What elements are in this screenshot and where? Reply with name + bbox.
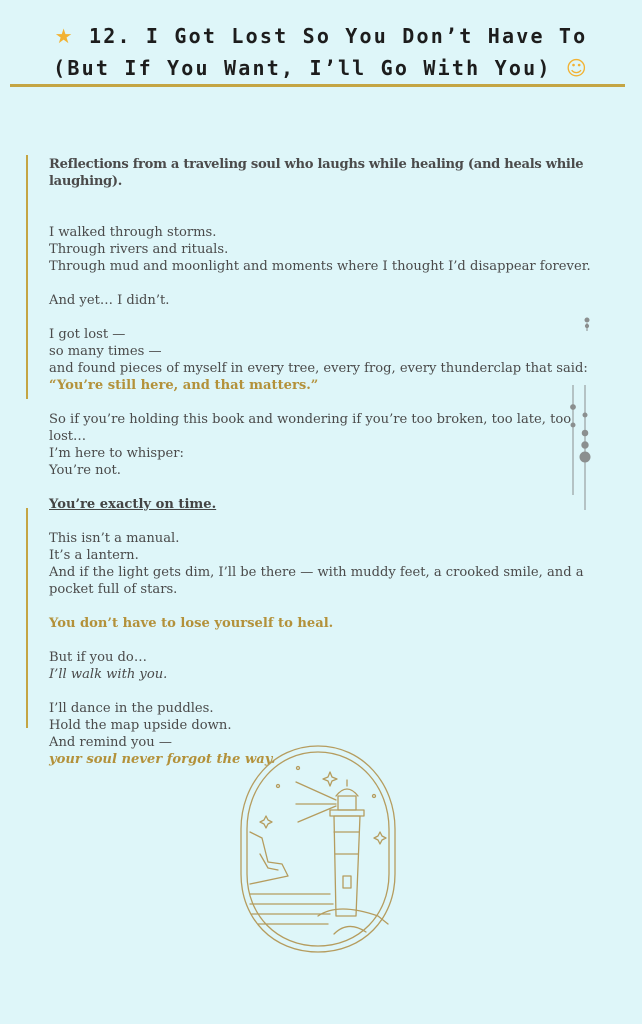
- title-line-1: [0, 20, 642, 52]
- poem-line: Hold the map upside down.: [49, 718, 232, 733]
- intro-text: Reflections from a traveling soul who laughs while healing (and heals while laughing).: [49, 157, 584, 189]
- poem-line-italic: I’ll walk with you.: [49, 667, 168, 682]
- poem-line: I’ll dance in the puddles.: [49, 701, 214, 716]
- title-text-1: 12. I Got Lost So You Don’t Have To: [88, 24, 588, 48]
- title-underline: [10, 84, 625, 87]
- poem-line: pocket full of stars.: [49, 582, 178, 597]
- poem-line: And if the light gets dim, I’ll be there — with muddy feet, a crooked smile, and a: [49, 565, 584, 580]
- poem-line: It’s a lantern.: [49, 548, 139, 563]
- poem-body: [49, 156, 594, 768]
- poem-line: and found pieces of myself in every tree, every frog, every thunderclap that said:: [49, 361, 588, 376]
- poem-line: Through mud and moonlight and moments where I thought I’d disappear forever.: [49, 259, 591, 274]
- accent-bar-top: [26, 155, 28, 399]
- poem-line: I got lost —: [49, 327, 126, 342]
- poem-line: And yet… I didn’t.: [49, 293, 170, 308]
- poem-line: This isn’t a manual.: [49, 531, 180, 546]
- star-icon: ★: [54, 24, 75, 48]
- emphasis-line: You’re exactly on time.: [49, 497, 217, 512]
- poem-line: And remind you —: [49, 735, 172, 750]
- closing-line: your soul never forgot the way.: [49, 752, 276, 767]
- title-text-2: (But If You Want, I’ll Go With You): [53, 56, 552, 80]
- highlight-line: You don’t have to lose yourself to heal.: [49, 616, 334, 631]
- poem-line: But if you do…: [49, 650, 147, 665]
- title-line-2: [0, 52, 642, 84]
- crescent-moon-icon: [555, 315, 615, 515]
- poem-line: Through rivers and rituals.: [49, 242, 229, 257]
- poem-line: I walked through storms.: [49, 225, 217, 240]
- poem-line: So if you’re holding this book and wondering if you’re too broken, too late, too lost…: [49, 412, 572, 444]
- accent-bar-bottom: [26, 508, 28, 728]
- lighthouse-illustration: [238, 744, 398, 954]
- relieved-face-icon: ☺: [565, 56, 589, 80]
- poem-line: I’m here to whisper:: [49, 446, 184, 461]
- highlight-quote: “You’re still here, and that matters.”: [49, 378, 319, 393]
- page-title: [0, 20, 642, 84]
- poem-line: You’re not.: [49, 463, 121, 478]
- poem-line: so many times —: [49, 344, 162, 359]
